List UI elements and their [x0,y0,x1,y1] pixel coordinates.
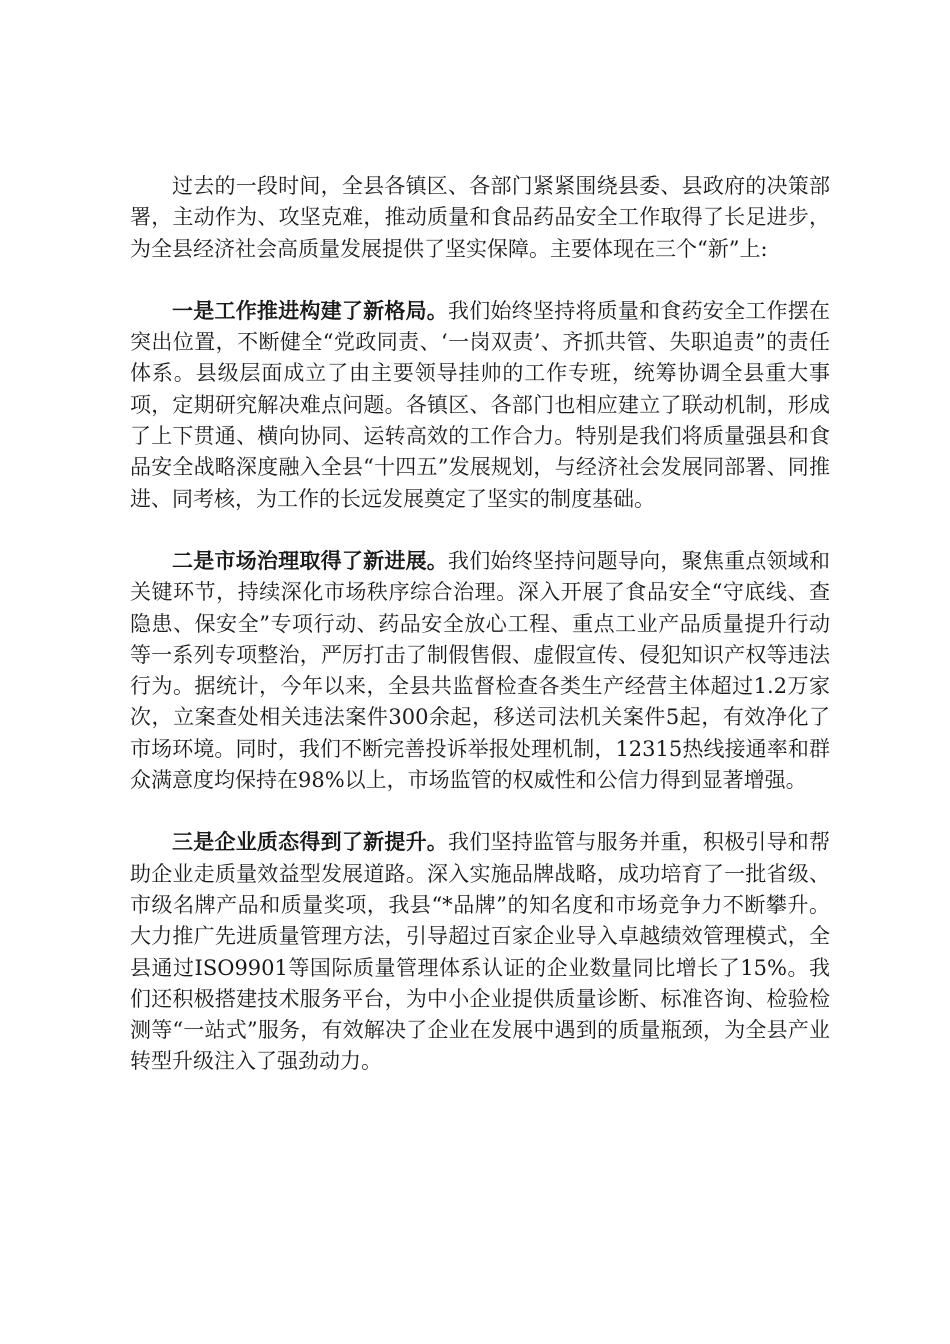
paragraph-market-governance [130,545,830,796]
paragraph-text: 我们坚持监管与服务并重，积极引导和帮助企业走质量效益型发展道路。深入实施品牌战略，成功培育了一批省级、市级名牌产品和质量奖项，我县“*品牌”的知名度和市场竞争力不断攀升。大力推广先进质量管理方法，引导超过百家企业导入卓越绩效管理模式，全县通过ISO9901等国际质量管理体系认证的企业数量同比增长了15%。我们还积极搭建技术服务平台，为中小企业提供质量诊断、标准咨询、检验检测等“一站式”服务，有效解决了企业在发展中遇到的质量瓶颈，为全县产业转型升级注入了强劲动力。 [130,830,831,1074]
paragraph-intro [130,170,830,265]
paragraph-lead: 一是工作推进构建了新格局。 [172,297,449,323]
paragraph-enterprise-quality [130,826,830,1077]
paragraph-lead: 二是市场治理取得了新进展。 [172,547,449,573]
paragraph-text: 我们始终坚持问题导向，聚焦重点领域和关键环节，持续深化市场秩序综合治理。深入开展了食品安全“守底线、查隐患、保安全”专项行动、药品安全放心工程、重点工业产品质量提升行动等一系列专项整治，严厉打击了制假售假、虚假宣传、侵犯知识产权等违法行为。据统计，今年以来，全县共监督检查各类生产经营主体超过1.2万家次，立案查处相关违法案件300余起，移送司法机关案件5起，有效净化了市场环境。同时，我们不断完善投诉举报处理机制，12315热线接通率和群众满意度均保持在98%以上，市场监管的权威性和公信力得到显著增强。 [130,548,831,793]
document-body [130,170,830,1078]
paragraph-text: 过去的一段时间，全县各镇区、各部门紧紧围绕县委、县政府的决策部署，主动作为、攻坚克难，推动质量和食品药品安全工作取得了长足进步，为全县经济社会高质量发展提供了坚实保障。主要体现在三个“新”上: [130,174,830,261]
paragraph-lead: 三是企业质态得到了新提升。 [172,829,449,855]
paragraph-text: 我们始终坚持将质量和食药安全工作摆在突出位置，不断健全“党政同责、‘一岗双责’、齐抓共管、失职追责”的责任体系。县级层面成立了由主要领导挂帅的工作专班，统筹协调全县重大事项，定期研究解决难点问题。各镇区、各部门也相应建立了联动机制，形成了上下贯通、横向协同、运转高效的工作合力。特别是我们将质量强县和食品安全战略深度融入全县“十四五”发展规划，与经济社会发展同部署、同推进、同考核，为工作的长远发展奠定了坚实的制度基础。 [130,298,831,511]
paragraph-work-pattern [130,295,830,515]
